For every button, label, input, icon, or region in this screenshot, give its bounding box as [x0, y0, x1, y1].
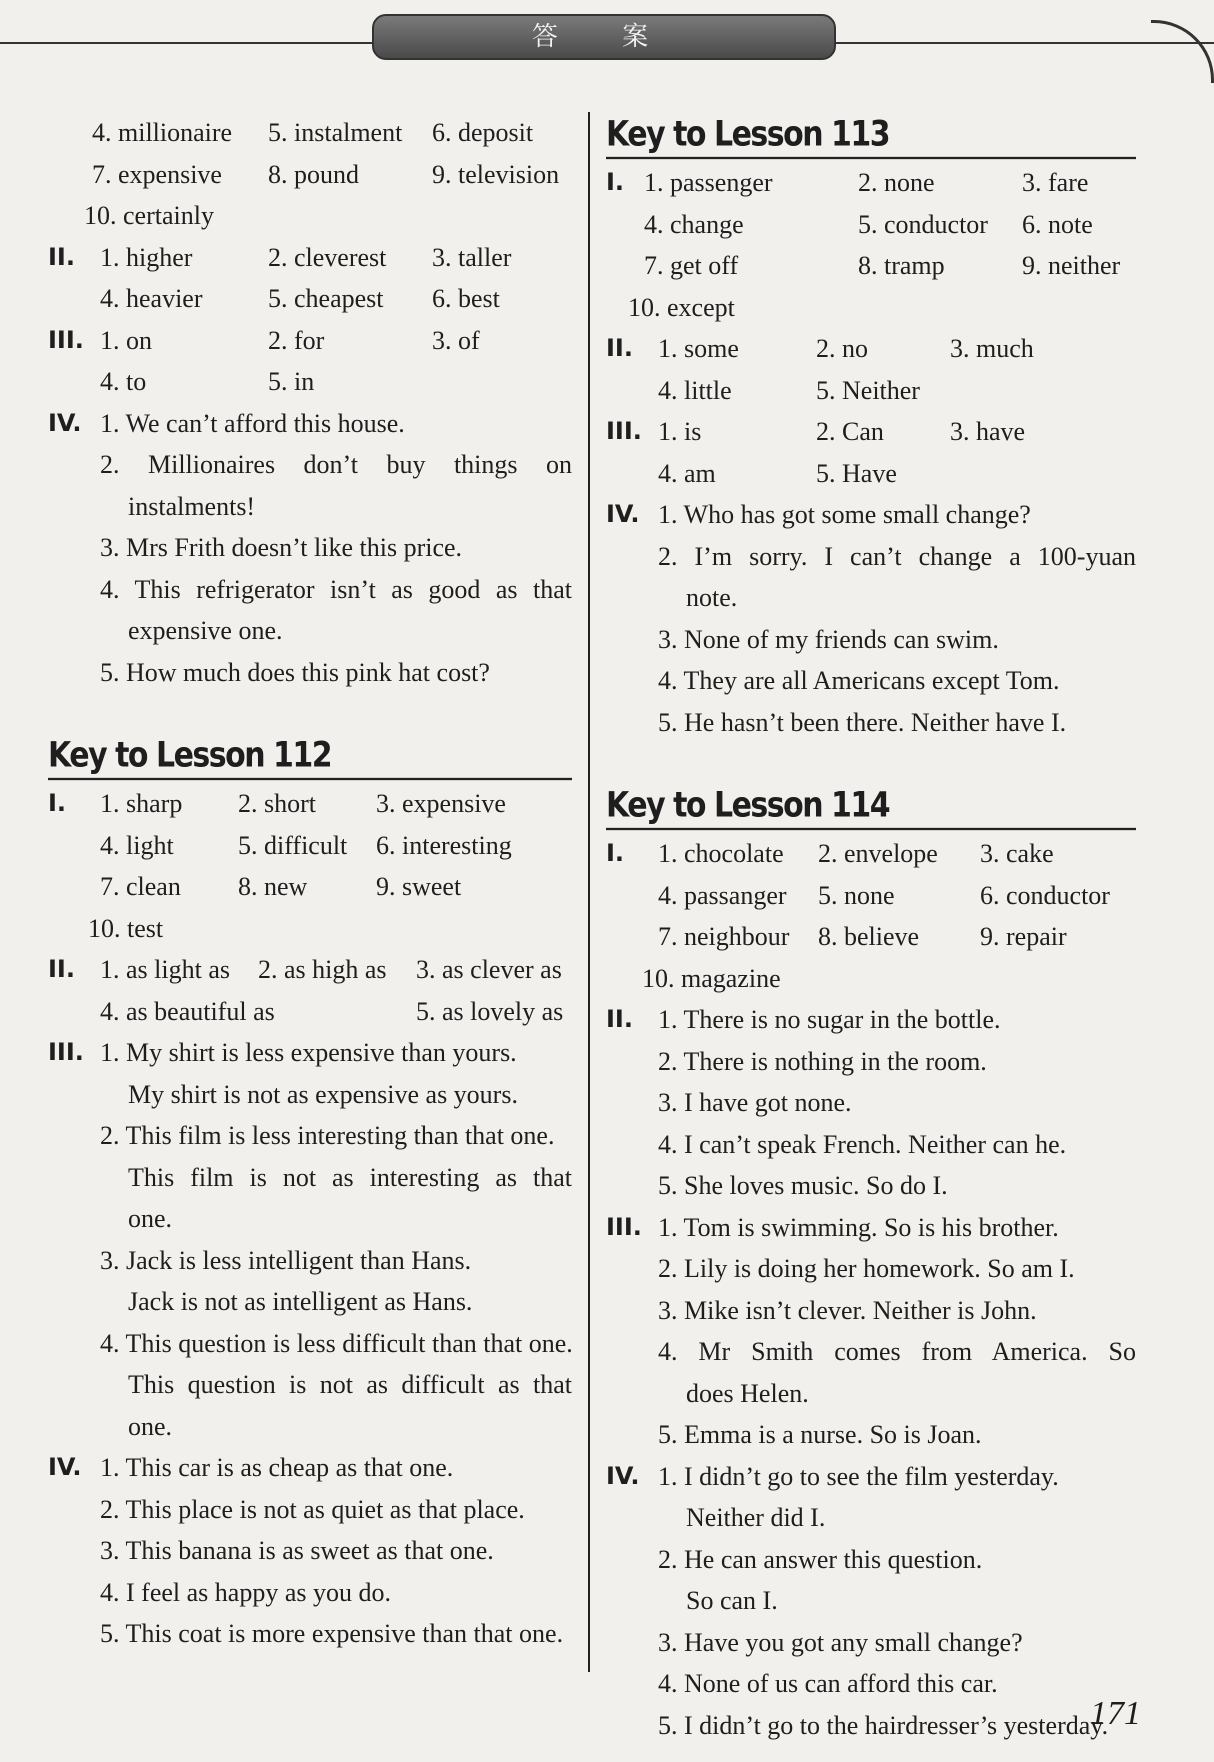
answer-item: 4. light	[100, 830, 174, 860]
section-numeral: IV.	[48, 408, 82, 437]
lesson-112-answers	[48, 783, 572, 1655]
answer-item: 5. as lovely as	[416, 996, 564, 1026]
answer-row	[48, 610, 572, 652]
answer-item: 2. Can	[816, 417, 884, 446]
answer-row	[48, 1406, 572, 1448]
answer-row	[606, 1082, 1136, 1124]
answer-item: 1. We can’t afford this house.	[100, 408, 405, 438]
section-numeral: IV.	[606, 1461, 640, 1490]
answer-item: 5. difficult	[238, 830, 348, 860]
answer-item: 4. little	[658, 375, 732, 405]
answer-row	[48, 1240, 572, 1282]
answer-row	[48, 825, 572, 867]
answer-item: 2. cleverest	[268, 242, 387, 272]
answer-item: 1. Tom is swimming. So is his brother.	[658, 1212, 1059, 1242]
heading-rule	[606, 157, 1136, 159]
answer-row	[48, 112, 572, 154]
lesson-112-heading	[48, 730, 572, 783]
answer-row	[606, 1290, 1136, 1332]
answer-item: 10. magazine	[642, 963, 781, 993]
answer-item: 1. on	[100, 325, 152, 355]
answer-row	[48, 783, 572, 825]
answer-item: 5. He hasn’t been there. Neither have I.	[658, 707, 1067, 737]
answer-row	[48, 278, 572, 320]
answer-row	[48, 195, 572, 237]
answer-row	[48, 403, 572, 445]
answer-item: 2. He can answer this question.	[658, 1544, 983, 1574]
answer-row	[48, 1613, 572, 1655]
answer-row	[48, 1489, 572, 1531]
answer-item: 5. Have	[816, 458, 897, 488]
answer-row	[606, 245, 1136, 287]
answer-item: My shirt is not as expensive as yours.	[128, 1079, 518, 1109]
answer-item: 3. This banana is as sweet as that one.	[100, 1536, 494, 1565]
answer-item: 3. have	[950, 417, 1026, 446]
answer-row	[48, 444, 572, 486]
heading-rule	[606, 828, 1136, 830]
answer-item: 7. clean	[100, 872, 181, 901]
answer-item: 4. This question is less difficult than that one.	[100, 1328, 573, 1358]
answer-item: 3. Mrs Frith doesn’t like this price.	[100, 533, 463, 562]
answer-row	[48, 1032, 572, 1074]
answer-row	[606, 1248, 1136, 1290]
answer-item: 2. There is nothing in the room.	[658, 1046, 987, 1076]
answer-row	[606, 1705, 1136, 1747]
answer-item: 2. Millionaires don’t buy things on	[100, 450, 572, 479]
answer-item: 4. They are all Americans except Tom.	[658, 666, 1060, 695]
lesson-114-heading-text: Key to Lesson 114	[606, 785, 890, 826]
answer-row	[606, 1539, 1136, 1581]
answer-row	[48, 1198, 572, 1240]
answer-item: 4. am	[658, 458, 716, 488]
answer-item: 5. in	[268, 367, 315, 396]
answer-item: 10. certainly	[84, 201, 214, 230]
answer-row	[48, 652, 572, 694]
answer-row	[606, 1331, 1136, 1373]
answer-item: 7. neighbour	[658, 922, 790, 951]
answer-item: 1. I didn’t go to see the film yesterday.	[658, 1461, 1059, 1491]
answer-item: 5. How much does this pink hat cost?	[100, 657, 490, 687]
answer-item: This question is not as difficult as that	[128, 1370, 572, 1399]
answer-item: 1. This car is as cheap as that one.	[100, 1453, 454, 1482]
answer-item: 5. Neither	[816, 375, 920, 405]
answer-item: 2. Lily is doing her homework. So am I.	[658, 1254, 1075, 1283]
answer-item: 4. passanger	[658, 880, 787, 910]
answer-item: 8. tramp	[858, 251, 945, 280]
section-numeral: I.	[606, 168, 625, 196]
answer-item: 8. pound	[268, 159, 359, 189]
lesson-112-heading-text: Key to Lesson 112	[48, 735, 332, 776]
answer-item: 3. Jack is less intelligent than Hans.	[100, 1245, 472, 1275]
answer-item: 9. neither	[1022, 251, 1121, 280]
lesson-111-answers	[48, 112, 572, 693]
answer-item: 3. expensive	[376, 789, 506, 818]
answer-item: So can I.	[686, 1586, 778, 1615]
answer-item: 3. Have you got any small change?	[658, 1627, 1023, 1657]
answer-item: 4. as beautiful as	[100, 996, 275, 1026]
answer-item: 4. I feel as happy as you do.	[100, 1577, 391, 1607]
answer-row	[48, 908, 572, 950]
answer-item: 2. short	[238, 789, 316, 818]
answer-row	[606, 702, 1136, 744]
answer-item: instalments!	[128, 491, 256, 521]
answer-row	[606, 577, 1136, 619]
answer-row	[606, 1373, 1136, 1415]
answer-item: 1. There is no sugar in the bottle.	[658, 1005, 1001, 1034]
answer-item: 6. interesting	[376, 830, 512, 860]
answer-row	[606, 1663, 1136, 1705]
answer-item: 8. believe	[818, 922, 920, 951]
answer-item: 10. test	[88, 913, 164, 943]
answer-item: 5. cheapest	[268, 284, 384, 313]
lesson-114-heading	[606, 780, 1136, 833]
lesson-113-heading-text: Key to Lesson 113	[606, 114, 890, 155]
answer-row	[606, 453, 1136, 495]
answer-row	[48, 527, 572, 569]
answer-item: 5. instalment	[268, 118, 403, 147]
lesson-113-heading	[606, 109, 1136, 162]
answer-item: 3. much	[950, 334, 1034, 363]
answer-row	[48, 866, 572, 908]
answer-row	[48, 569, 572, 611]
answer-item: 9. repair	[980, 922, 1067, 951]
answer-row	[48, 1115, 572, 1157]
answer-item: 2. I’m sorry. I can’t change a 100-yuan	[658, 541, 1136, 571]
answer-item: 1. some	[658, 334, 739, 363]
section-numeral: III.	[606, 417, 642, 445]
answer-row	[606, 411, 1136, 453]
answer-row	[48, 237, 572, 279]
answer-row	[606, 999, 1136, 1041]
answer-item: one.	[128, 1411, 173, 1441]
answer-row	[606, 1456, 1136, 1498]
section-numeral: II.	[48, 242, 75, 271]
answer-row	[606, 1580, 1136, 1622]
answer-row	[606, 1414, 1136, 1456]
answer-row	[48, 486, 572, 528]
section-numeral: III.	[48, 1038, 84, 1066]
section-numeral: II.	[606, 1005, 633, 1033]
answer-item: 6. best	[432, 284, 500, 313]
answer-item: note.	[686, 583, 738, 612]
answer-row	[606, 536, 1136, 578]
answer-row	[606, 875, 1136, 917]
answer-item: 3. as clever as	[416, 955, 562, 984]
answer-item: 9. television	[432, 159, 560, 189]
answer-item: 3. I have got none.	[658, 1088, 852, 1117]
answer-item: 1. passenger	[644, 168, 773, 197]
answer-item: 4. This refrigerator isn’t as good as that	[100, 574, 572, 604]
answer-item: 4. heavier	[100, 284, 203, 313]
answer-item: 5. This coat is more expensive than that one.	[100, 1619, 564, 1648]
answer-row	[606, 1207, 1136, 1249]
answer-item: 3. cake	[980, 839, 1054, 868]
answer-item: 4. None of us can afford this car.	[658, 1669, 998, 1698]
answer-item: 4. Mr Smith comes from America. So	[658, 1337, 1136, 1366]
answer-row	[606, 287, 1136, 329]
answer-item: 8. new	[238, 872, 308, 901]
left-column	[48, 112, 572, 1655]
answer-item: 1. higher	[100, 242, 193, 272]
answer-row	[48, 1364, 572, 1406]
page-number: 171	[1090, 1695, 1141, 1732]
answer-item: does Helen.	[686, 1378, 809, 1408]
section-numeral: IV.	[48, 1453, 82, 1481]
answer-item: 2. envelope	[818, 839, 938, 868]
answer-item: 6. deposit	[432, 118, 534, 147]
answer-row	[606, 1124, 1136, 1166]
section-numeral: I.	[48, 789, 67, 817]
answer-row	[48, 1281, 572, 1323]
answer-item: 7. get off	[644, 251, 739, 280]
answer-row	[606, 916, 1136, 958]
answer-item: 1. My shirt is less expensive than yours.	[100, 1038, 517, 1067]
answer-item: 1. chocolate	[658, 839, 784, 868]
answer-item: 4. change	[644, 209, 744, 239]
answer-item: 2. This place is not as quiet as that place.	[100, 1494, 525, 1524]
answer-item: 3. None of my friends can swim.	[658, 624, 999, 654]
section-numeral: III.	[606, 1212, 642, 1241]
section-numeral: IV.	[606, 500, 640, 528]
answer-item: 3. fare	[1022, 168, 1089, 197]
answer-item: 5. none	[818, 880, 895, 910]
column-divider	[588, 112, 590, 1672]
answer-item: 7. expensive	[92, 159, 222, 189]
answer-item: 5. I didn’t go to the hairdresser’s yesterday.	[658, 1710, 1109, 1740]
section-numeral: II.	[606, 334, 633, 362]
answer-item: 1. is	[658, 417, 702, 446]
answer-row	[606, 204, 1136, 246]
answer-item: 2. This film is less interesting than that one.	[100, 1121, 555, 1150]
answer-row	[606, 494, 1136, 536]
answer-row	[606, 162, 1136, 204]
answer-row	[48, 154, 572, 196]
answer-item: 10. except	[628, 292, 735, 322]
answer-item: 2. no	[816, 334, 868, 363]
answer-item: 6. note	[1022, 209, 1093, 239]
answer-item: 6. conductor	[980, 880, 1110, 910]
answer-item: 4. to	[100, 367, 147, 396]
answer-item: 3. Mike isn’t clever. Neither is John.	[658, 1295, 1037, 1325]
answer-item: This film is not as interesting as that	[128, 1162, 572, 1192]
answer-item: 9. sweet	[376, 872, 462, 901]
answer-row	[606, 370, 1136, 412]
answer-item: 1. sharp	[100, 789, 183, 818]
answer-item: 5. conductor	[858, 209, 988, 239]
answer-item: 5. Emma is a nurse. So is Joan.	[658, 1420, 982, 1449]
answer-item: 3. of	[432, 325, 480, 355]
answer-row	[606, 1041, 1136, 1083]
answer-item: 2. for	[268, 325, 325, 355]
answers-banner: 答 案	[372, 14, 836, 60]
answer-item: 1. Who has got some small change?	[658, 500, 1031, 529]
answer-row	[48, 361, 572, 403]
answer-item: 2. as high as	[258, 955, 387, 984]
answer-item: 4. millionaire	[92, 118, 233, 147]
answer-row	[606, 1497, 1136, 1539]
answer-item: 3. taller	[432, 242, 512, 272]
header-corner-curve	[1151, 20, 1214, 83]
lesson-114-answers	[606, 833, 1136, 1746]
answer-row	[48, 1572, 572, 1614]
answer-row	[48, 1157, 572, 1199]
answer-item: 4. I can’t speak French. Neither can he.	[658, 1129, 1067, 1159]
answer-row	[48, 991, 572, 1033]
answer-item: Neither did I.	[686, 1503, 826, 1532]
answer-row	[606, 1165, 1136, 1207]
right-column	[606, 112, 1136, 1746]
answer-row	[606, 328, 1136, 370]
answer-row	[48, 320, 572, 362]
answer-item: 1. as light as	[100, 955, 230, 984]
answer-row	[606, 619, 1136, 661]
answer-row	[606, 1622, 1136, 1664]
answer-row	[606, 660, 1136, 702]
answer-row	[48, 1530, 572, 1572]
answer-row	[606, 958, 1136, 1000]
answer-row	[48, 1323, 572, 1365]
answer-row	[48, 949, 572, 991]
answer-item: expensive one.	[128, 616, 283, 645]
section-numeral: II.	[48, 955, 75, 983]
answer-item: 5. She loves music. So do I.	[658, 1171, 948, 1200]
answer-item: one.	[128, 1204, 173, 1233]
heading-rule	[48, 778, 572, 780]
section-numeral: III.	[48, 325, 84, 354]
lesson-113-answers	[606, 162, 1136, 743]
answer-row	[606, 833, 1136, 875]
answer-item: 2. none	[858, 168, 935, 197]
answer-row	[48, 1074, 572, 1116]
answer-row	[48, 1447, 572, 1489]
section-numeral: I.	[606, 839, 625, 867]
answer-item: Jack is not as intelligent as Hans.	[128, 1287, 473, 1316]
